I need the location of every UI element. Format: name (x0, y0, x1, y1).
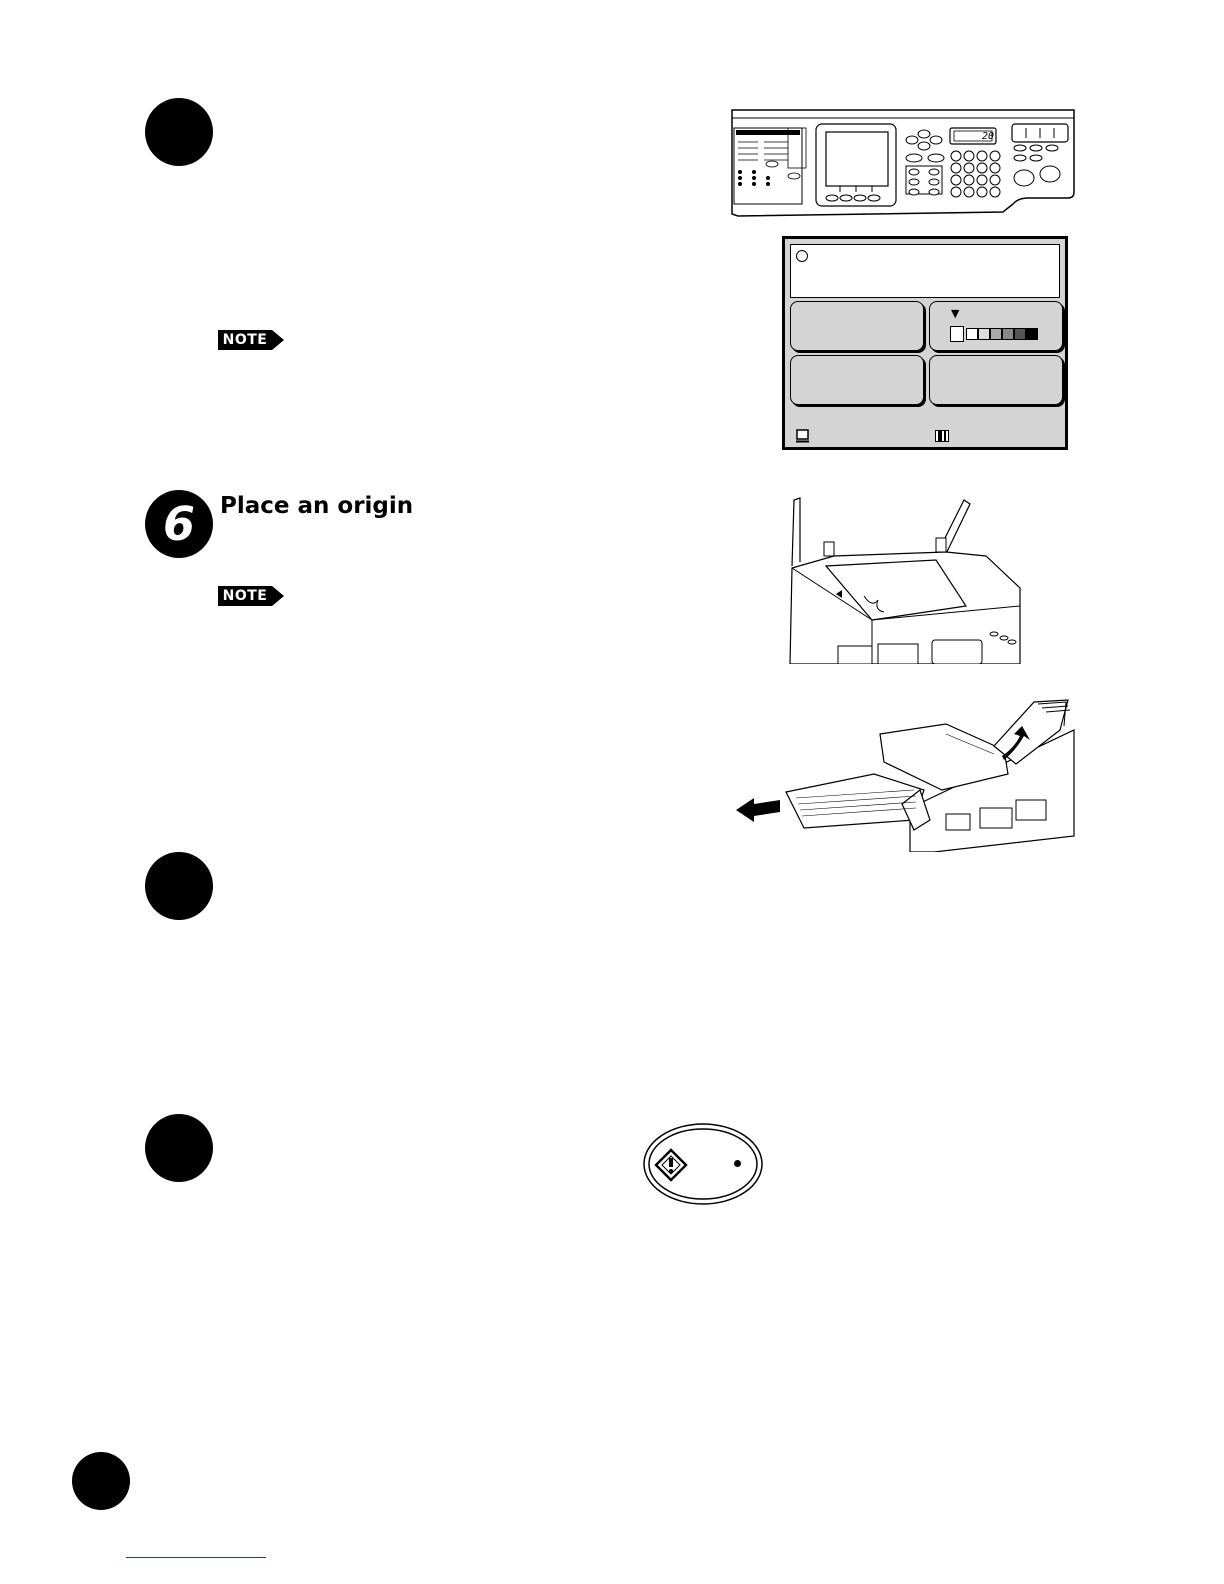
footer-rule (126, 1557, 266, 1558)
control-panel-illustration (728, 106, 1078, 220)
touch-screen-illustration (782, 236, 1068, 450)
diamond-start-icon (654, 1148, 688, 1182)
computer-icon (796, 429, 810, 443)
screen-button-top-left[interactable] (790, 301, 924, 351)
counter-display: 20 (981, 131, 994, 142)
duplex-icon (935, 430, 949, 442)
screen-button-density[interactable] (929, 301, 1063, 351)
page-number-badge (72, 1452, 130, 1510)
status-indicator-icon (796, 250, 808, 262)
feeder-drawing (734, 690, 1076, 852)
note-label: NOTE (222, 588, 268, 604)
screen-button-bottom-left[interactable] (790, 355, 924, 405)
density-scale-icon (950, 326, 1040, 342)
step-badge-number (145, 852, 213, 920)
step-badge-number (145, 1114, 213, 1182)
step-badge-top (145, 98, 213, 166)
document-feeder-illustration (734, 690, 1076, 852)
density-arrow-icon: ▼ (951, 307, 960, 320)
start-button[interactable] (642, 1122, 764, 1206)
step-badge-number (145, 98, 213, 166)
step-6-heading: Place an origin (220, 493, 414, 519)
note-label: NOTE (222, 332, 268, 348)
note-tag-1 (218, 330, 284, 350)
platen-drawing (786, 496, 1022, 664)
control-panel-drawing (728, 106, 1078, 220)
page-number (72, 1452, 130, 1510)
step-badge-6 (145, 490, 213, 558)
step-badge-8 (145, 1114, 213, 1182)
note-tag-2 (218, 586, 284, 606)
step-badge-number: 6 (162, 497, 195, 551)
message-area (790, 244, 1060, 298)
start-indicator-light (734, 1160, 741, 1167)
step-badge-7 (145, 852, 213, 920)
platen-glass-illustration (786, 496, 1022, 664)
screen-button-bottom-right[interactable] (929, 355, 1063, 405)
